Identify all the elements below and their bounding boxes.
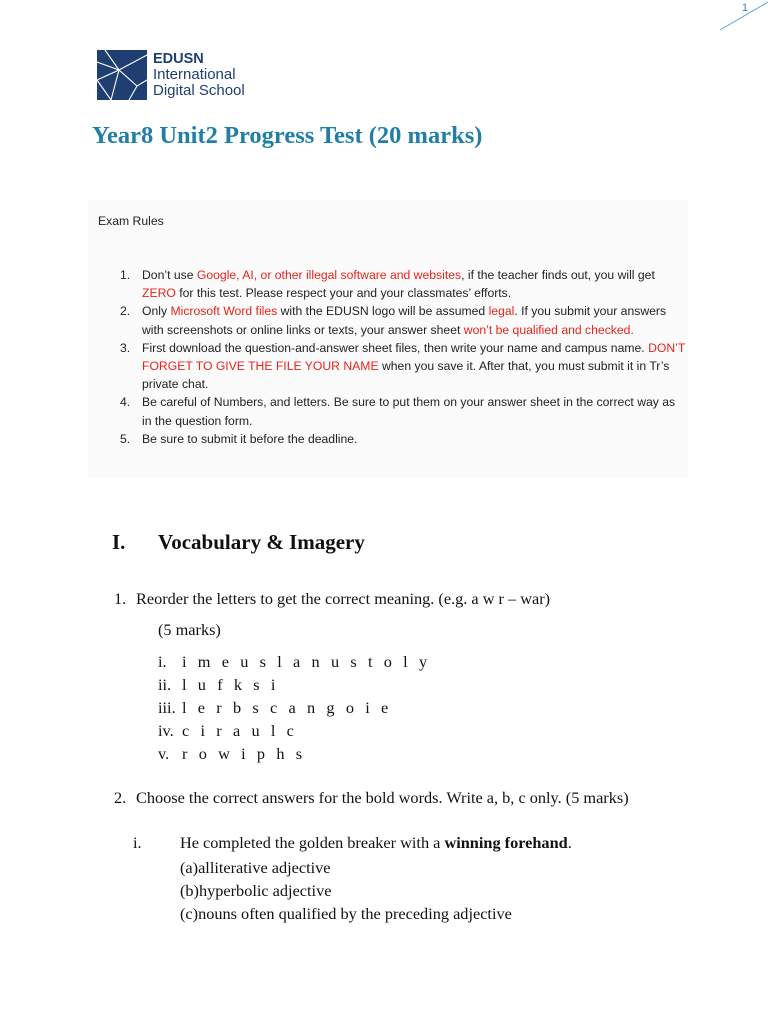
exam-rule-text: when you save it. After that, you must submit it in Tr’s private chat.	[142, 359, 670, 392]
scrambled-word-label: v.	[158, 744, 170, 763]
exam-rule-text: for this test. Please respect your and your classmates’ efforts.	[175, 286, 512, 301]
scrambled-word-label: i.	[158, 652, 167, 671]
question-1-text: Reorder the letters to get the correct meaning. (e.g. a w r – war)	[136, 589, 551, 608]
exam-rule-text: . If you submit your answers with screenshots or online links or texts, your answer sheet	[142, 304, 667, 337]
question-2-text: Choose the correct answers for the bold words. Write a, b, c only. (5 marks)	[136, 788, 629, 807]
answer-option	[180, 902, 512, 925]
exam-rule-number: 4.	[120, 395, 131, 410]
exam-rule-text: , if the teacher finds out, you will get	[461, 268, 655, 282]
page-number: 1	[741, 2, 748, 14]
scrambled-word-item	[158, 673, 431, 696]
question-2	[114, 788, 629, 808]
scrambled-word-letters: l u f k s i	[182, 675, 280, 694]
answer-option-letter: (a)	[180, 858, 199, 877]
exam-rule-highlight: Google, AI, or other illegal software and websites	[196, 268, 462, 282]
school-logo-mark	[97, 50, 147, 100]
exam-rules-heading: Exam Rules	[98, 214, 164, 228]
exam-rule-item	[106, 339, 686, 394]
exam-rules-list	[106, 266, 686, 448]
exam-rule-number: 2.	[120, 304, 131, 319]
answer-option-text: alliterative adjective	[198, 858, 331, 877]
sentence-after: .	[567, 833, 572, 852]
question-1-number: 1.	[114, 589, 127, 608]
exam-rule-item	[106, 302, 686, 338]
exam-rule-highlight: Microsoft Word files	[170, 304, 278, 319]
exam-rule-text: Be sure to submit it before the deadline.	[142, 431, 358, 446]
school-logo	[97, 50, 245, 100]
sentence-before: He completed the golden breaker with a	[180, 833, 445, 852]
exam-rule-text: First download the question-and-answer sheet files, then write your name and campus name.	[142, 340, 649, 355]
question-2-item-label: i.	[133, 833, 142, 852]
scrambled-word-item	[158, 719, 431, 742]
scrambled-word-item	[158, 650, 431, 673]
scrambled-word-label: iv.	[158, 721, 174, 740]
sentence-bold-words: winning forehand	[444, 833, 568, 852]
page-corner-line	[708, 0, 768, 40]
question-2-options	[180, 856, 512, 925]
logo-line-2: International	[153, 66, 236, 84]
scrambled-word-letters: c i r a u l c	[182, 721, 298, 740]
answer-option-text: hyperbolic adjective	[198, 881, 332, 900]
exam-rule-item	[106, 430, 686, 448]
exam-rule-number: 1.	[120, 268, 131, 282]
scrambled-word-letters: i m e u s l a n u s t o l y	[182, 652, 431, 671]
scrambled-word-label: ii.	[158, 675, 172, 694]
exam-rule-text: with the EDUSN logo will be assumed	[277, 304, 489, 319]
scrambled-word-item	[158, 696, 431, 719]
section-heading	[112, 530, 365, 555]
exam-rule-highlight: won’t be qualified and checked.	[463, 322, 634, 337]
test-title: Year8 Unit2 Progress Test (20 marks)	[92, 122, 483, 149]
scrambled-word-item	[158, 742, 431, 765]
exam-rule-highlight: ZERO	[142, 286, 176, 301]
question-1-marks: (5 marks)	[158, 620, 221, 639]
question-1	[114, 589, 550, 609]
school-logo-text	[153, 52, 245, 99]
answer-option	[180, 879, 512, 902]
question-2-number: 2.	[114, 788, 127, 807]
exam-rule-text: Be careful of Numbers, and letters. Be sure to put them on your answer sheet in the correct way as in the question form.	[142, 395, 676, 428]
exam-rule-text: Only	[142, 304, 171, 319]
exam-rule-text: Don’t use	[142, 268, 197, 282]
exam-rules-panel	[88, 200, 688, 478]
answer-option-letter: (b)	[180, 881, 199, 900]
exam-rule-number: 5.	[120, 431, 131, 446]
logo-line-3: Digital School	[153, 81, 245, 99]
exam-rule-item	[106, 393, 686, 429]
scrambled-word-letters: l e r b s c a n g o i e	[182, 698, 392, 717]
section-roman-numeral: I.	[112, 530, 126, 554]
answer-option-text: nouns often qualified by the preceding adjective	[198, 904, 512, 923]
question-1-items	[158, 650, 431, 765]
answer-option-letter: (c)	[180, 904, 199, 923]
exam-rule-item	[106, 266, 686, 302]
exam-rule-highlight: DON’T FORGET TO GIVE THE FILE YOUR NAME	[142, 340, 686, 374]
scrambled-word-label: iii.	[158, 698, 176, 717]
scrambled-word-letters: r o w i p h s	[182, 744, 306, 763]
question-2-item-sentence	[180, 833, 572, 853]
exam-rule-highlight: legal	[488, 304, 515, 319]
section-title: Vocabulary & Imagery	[158, 530, 365, 554]
exam-rule-number: 3.	[120, 340, 131, 355]
answer-option	[180, 856, 512, 879]
logo-line-1: EDUSN	[153, 50, 204, 67]
